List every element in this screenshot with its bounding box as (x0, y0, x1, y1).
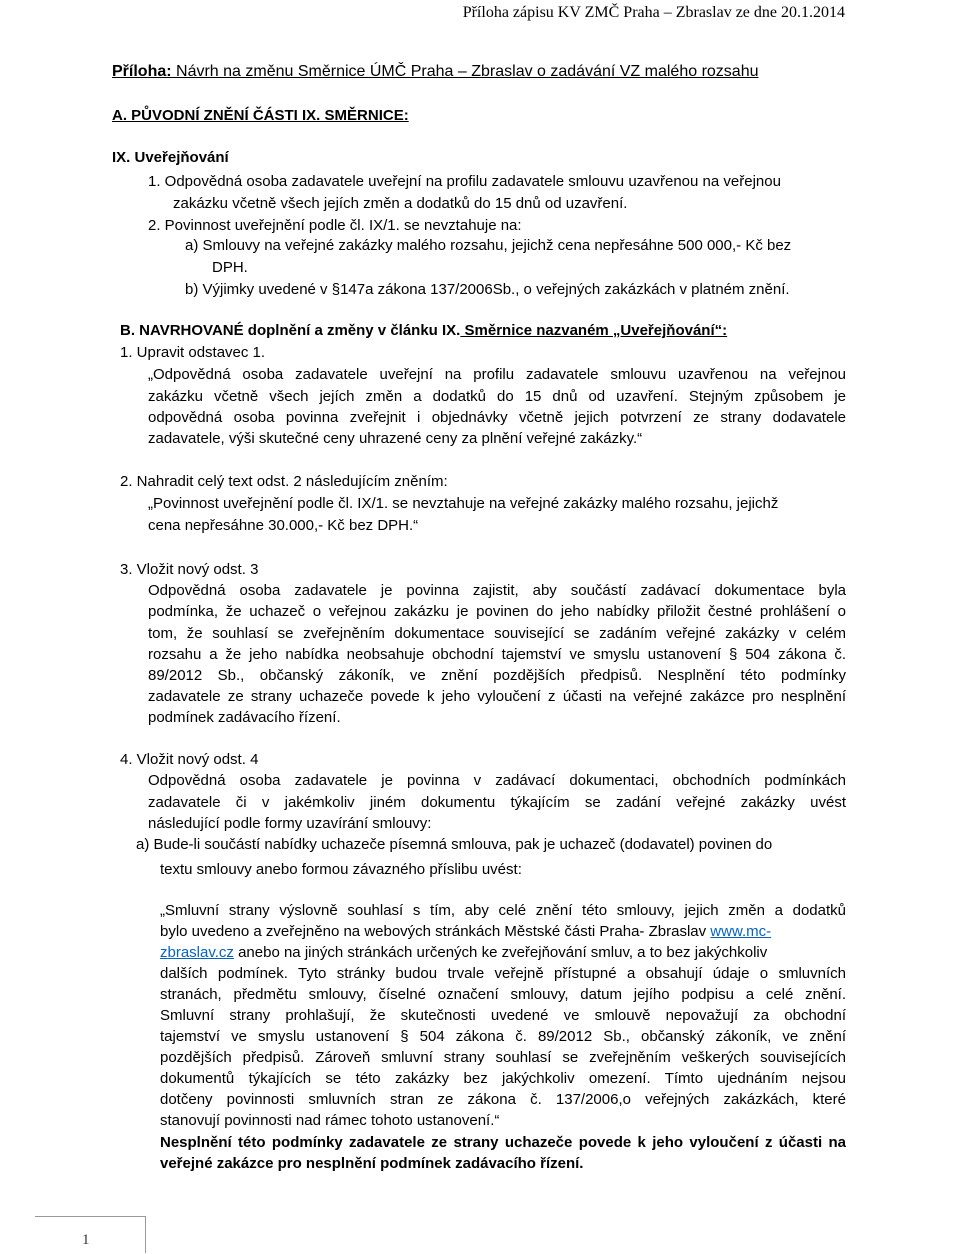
quote-line: dotčeny povinnosti smluvních stran ze zákona č. 137/2006,o veřejných zakázkách, které (160, 1091, 846, 1108)
bold-condition-line: veřejné zakázce pro nesplnění podmínek zadávacího řízení. (160, 1155, 584, 1172)
title-text: Návrh na změnu Směrnice ÚMČ Praha – Zbraslav o zadávání VZ malého rozsahu (171, 63, 759, 80)
quote-line: stranách, předmětu smlouvy, číselné označení smlouvy, datum jejího podpisu a celé znění. (160, 986, 846, 1003)
website-link[interactable]: www.mc- (710, 923, 772, 940)
header-note: Příloha zápisu KV ZMČ Praha – Zbraslav ze dne 20.1.2014 (462, 4, 845, 21)
quote-line: pozdějších předpisů. Zároveň smluvní strany souhlasí se zveřejněním veškerých souvisejících (160, 1049, 846, 1066)
quote-line: dokumentů týkajících se této zakázky bez jakýchkoliv omezení. Tímto ujednáním nejsou (160, 1070, 846, 1087)
section-a-line: 2. Povinnost uveřejnění podle čl. IX/1. se nevztahuje na: (148, 217, 522, 234)
footer-box (35, 1216, 146, 1253)
item-4-title: 4. Vložit nový odst. 4 (120, 751, 259, 768)
item-3-title: 3. Vložit nový odst. 3 (120, 561, 259, 578)
item-2-line: „Povinnost uveřejnění podle čl. IX/1. se nevztahuje na veřejné zakázky malého rozsahu, jejichž (148, 495, 779, 512)
quote-line (160, 943, 767, 963)
item-3-line: zadavatele ze strany uchazeče povede k jeho vyloučení z účasti na veřejné zakázce pro nesplnění (148, 688, 846, 705)
item-3-line: podmínek zadávacího řízení. (148, 709, 341, 726)
quote-line: tajemství ve smyslu ustanovení § 504 zákona č. 89/2012 Sb., občanský zákoník, ve znění (160, 1028, 846, 1045)
item-4-sub-a-line: a) Bude-li součástí nabídky uchazeče písemná smlouva, pak je uchazeč (dodavatel) povinen do (136, 836, 773, 853)
item-3-line: rozsahu a že jeho nabídka neobsahuje obchodní tajemství ve smyslu ustanovení § 504 zákona č. (148, 646, 846, 663)
item-3-line: 89/2012 Sb., občanský zákoník, ve znění pozdějších předpisů. Nesplnění této podmínky (148, 667, 846, 684)
website-link-continued[interactable]: zbraslav.cz (160, 944, 234, 961)
section-b-heading (120, 321, 727, 341)
section-a-line: b) Výjimky uvedené v §147a zákona 137/2006Sb., o veřejných zakázkách v platném znění. (185, 281, 790, 298)
item-2-title: 2. Nahradit celý text odst. 2 následujícím zněním: (120, 473, 448, 490)
quote-line-text: bylo uvedeno a zveřejněno na webových stránkách Městské části Praha- Zbraslav (160, 923, 707, 940)
section-a-line: a) Smlouvy na veřejné zakázky malého rozsahu, jejichž cena nepřesáhne 500 000,- Kč bez (185, 237, 792, 254)
page-number: 1 (82, 1232, 90, 1248)
quote-line: stanovují povinnosti nad rámec tohoto ustanovení.“ (160, 1112, 500, 1129)
item-1-line: „Odpovědná osoba zadavatele uveřejní na profilu zadavatele smlouvu uzavřenou na veřejnou (148, 366, 846, 383)
item-1-line: zakázku včetně všech jejích změn a dodatků do 15 dnů od uzavření. Stejným způsobem je (148, 388, 846, 405)
section-b-heading-part1: B. NAVRHOVANÉ doplnění a změny v článku IX. (120, 322, 461, 339)
section-b-heading-part2: Směrnice nazvaném „Uveřejňování“: (460, 322, 728, 339)
item-4-line: zadavatele či v jakémkoliv jiném dokumentu týkajícím se zadání veřejné zakázky uvést (148, 794, 846, 811)
title-label: Příloha: (112, 63, 172, 80)
quote-line-text: anebo na jiných stránkách určených ke zveřejňování smluv, a to bez jakýchkoliv (233, 944, 768, 961)
item-1-line: zadavatele, výši skutečné ceny uhrazené ceny za plnění veřejné zakázky.“ (148, 430, 643, 447)
quote-line: Smluvní strany prohlašují, že skutečnosti uvedené ve smlouvě nepovažují za obchodní (160, 1007, 846, 1024)
section-a-heading: A. PŮVODNÍ ZNĚNÍ ČÁSTI IX. SMĚRNICE: (112, 107, 409, 124)
item-2-line: cena nepřesáhne 30.000,- Kč bez DPH.“ (148, 517, 419, 534)
item-1-line: odpovědná osoba povinna zveřejnit i objednávky včetně jejich potvrzení ze strany dodavatele (148, 409, 846, 426)
item-4-sub-a-line: textu smlouvy anebo formou závazného příslibu uvést: (160, 861, 522, 878)
quote-line: dalších podmínek. Tyto stránky budou trvale veřejně přístupné a obsahují údaje o smluvních (160, 965, 846, 982)
item-3-line: Odpovědná osoba zadavatele je povinna zajistit, aby součástí zadávací dokumentace byla (148, 582, 846, 599)
bold-condition-line: Nesplnění této podmínky zadavatele ze strany uchazeče povede k jeho vyloučení z účasti na (160, 1134, 846, 1151)
item-4-line: následující podle formy uzavírání smlouvy: (148, 815, 432, 832)
item-3-line: tom, že souhlasí se zveřejněním dokumentace související se zadáním veřejné zakázky v celém (148, 625, 846, 642)
quote-line (160, 922, 771, 942)
quote-line: „Smluvní strany výslovně souhlasí s tím, aby celé znění této smlouvy, jejich změn a dodatků (160, 902, 846, 919)
item-3-line: podmínka, že uchazeč o veřejnou zakázku je povinen do jeho nabídky přiložit čestné prohlášení o (148, 603, 846, 620)
document-title (112, 62, 759, 82)
item-1-title: 1. Upravit odstavec 1. (120, 344, 266, 361)
section-a-subheading: IX. Uveřejňování (112, 149, 229, 166)
section-a-line: zakázku včetně všech jejích změn a dodatků do 15 dnů od uzavření. (173, 195, 628, 212)
item-4-line: Odpovědná osoba zadavatele je povinna v zadávací dokumentaci, obchodních podmínkách (148, 772, 846, 789)
section-a-line: DPH. (212, 259, 248, 276)
section-a-line: 1. Odpovědná osoba zadavatele uveřejní na profilu zadavatele smlouvu uzavřenou na veřejnou (148, 173, 781, 190)
